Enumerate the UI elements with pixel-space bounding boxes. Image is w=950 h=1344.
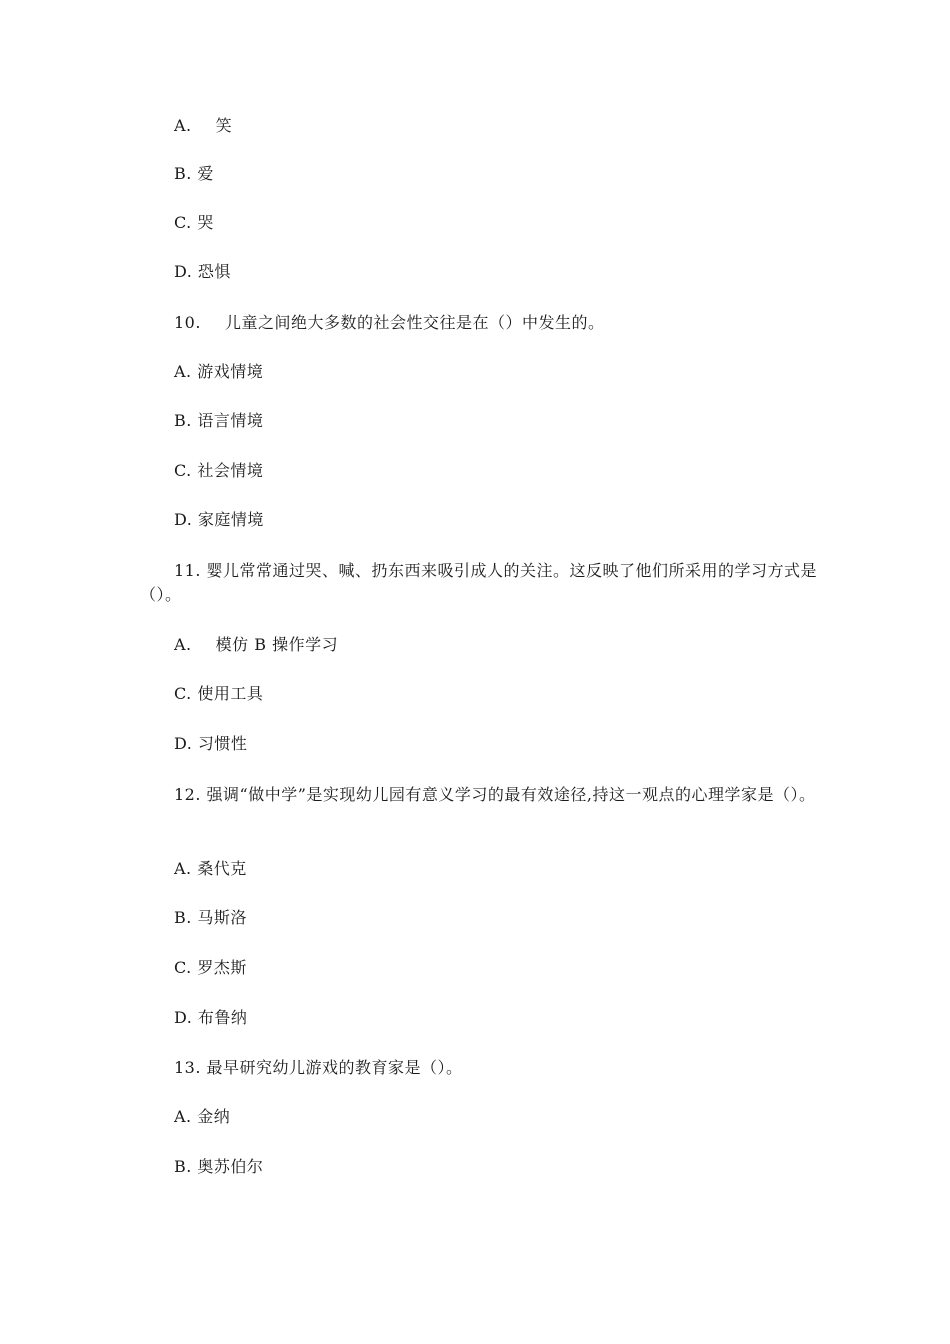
option-label: A. xyxy=(174,635,192,654)
question-number: 10. xyxy=(174,313,201,332)
option-text: 模仿 B 操作学习 xyxy=(215,635,339,654)
q12-option-b: B. 马斯洛 xyxy=(174,908,247,927)
q9-option-c: C. 哭 xyxy=(174,213,214,232)
q11-option-ab xyxy=(174,633,338,657)
option-label: A. xyxy=(174,116,192,135)
q11-question xyxy=(140,559,820,607)
q12-option-d: D. 布鲁纳 xyxy=(174,1008,248,1027)
question-text: 12. 强调“做中学”是实现幼儿园有意义学习的最有效途径,持这一观点的心理学家是（）。 xyxy=(174,785,816,804)
q9-option-b: B. 爱 xyxy=(174,164,214,183)
question-text: 11. 婴儿常常通过哭、喊、扔东西来吸引成人的关注。这反映了他们所采用的学习方式是（）。 xyxy=(140,561,818,604)
q10-option-c: C. 社会情境 xyxy=(174,461,264,480)
q10-question xyxy=(174,311,604,335)
question-text: 儿童之间绝大多数的社会性交往是在（）中发生的。 xyxy=(224,313,605,332)
q13-option-a: A. 金纳 xyxy=(174,1107,231,1126)
q12-option-a: A. 桑代克 xyxy=(174,859,247,878)
q12-question xyxy=(140,783,820,807)
q13-option-b: B. 奥苏伯尔 xyxy=(174,1157,264,1176)
q12-option-c: C. 罗杰斯 xyxy=(174,958,247,977)
q10-option-b: B. 语言情境 xyxy=(174,411,264,430)
q10-option-a: A. 游戏情境 xyxy=(174,362,264,381)
q9-option-d: D. 恐惧 xyxy=(174,262,231,281)
option-text: 笑 xyxy=(215,116,233,135)
q11-option-c: C. 使用工具 xyxy=(174,684,264,703)
q13-question: 13. 最早研究幼儿游戏的教育家是（）。 xyxy=(174,1058,463,1077)
q9-option-a xyxy=(174,114,232,138)
q11-option-d: D. 习惯性 xyxy=(174,734,248,753)
q10-option-d: D. 家庭情境 xyxy=(174,510,264,529)
